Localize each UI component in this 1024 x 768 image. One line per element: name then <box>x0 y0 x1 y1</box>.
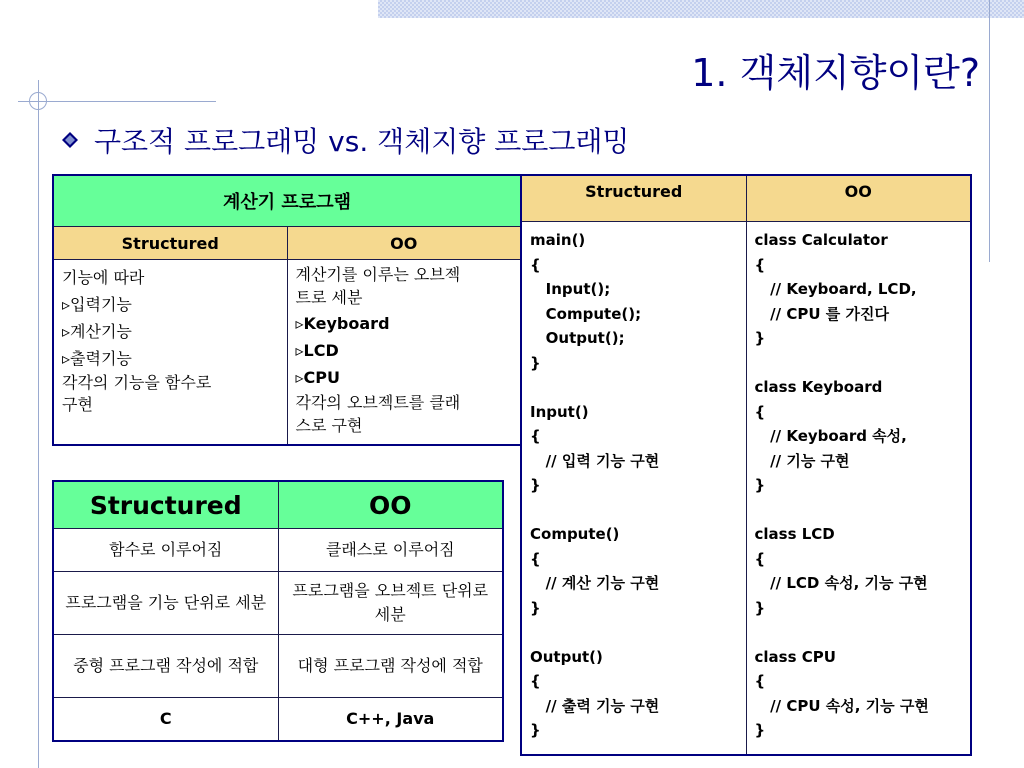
code-line: // LCD 속성, 기능 구현 <box>754 574 928 592</box>
decorative-vertical-line-left <box>38 80 39 768</box>
code-line: } <box>530 476 541 494</box>
slide-subtitle-row <box>62 120 629 160</box>
table2-cell: 함수로 이루어짐 <box>53 529 278 572</box>
table1-header: 계산기 프로그램 <box>53 175 521 227</box>
code-line: class CPU <box>754 647 836 666</box>
decorative-vertical-line <box>989 0 990 262</box>
table2-cell: C <box>53 698 278 742</box>
table1-oo-cell <box>287 260 521 446</box>
code-line: Compute(); <box>530 304 642 323</box>
text-line: ▹출력기능 <box>62 349 132 368</box>
table2-cell: 중형 프로그램 작성에 적합 <box>53 635 278 698</box>
table2-cell: 프로그램을 오브젝트 단위로 세분 <box>278 572 503 635</box>
table2-cell: 프로그램을 기능 단위로 세분 <box>53 572 278 635</box>
code-line: // 기능 구현 <box>754 451 850 470</box>
code-line: } <box>530 353 541 372</box>
code-line: Input() <box>530 402 589 421</box>
code-line: // CPU 를 가진다 <box>754 304 889 323</box>
text-line: 스로 구현 <box>295 416 363 435</box>
code-line <box>755 620 963 645</box>
code-line: { <box>754 672 766 690</box>
code-line: // 입력 기능 구현 <box>530 451 660 470</box>
code-line: } <box>530 598 541 617</box>
code-line: // 출력 기능 구현 <box>530 696 660 715</box>
table1-col-structured: Structured <box>53 227 287 260</box>
code-line <box>530 375 738 400</box>
code-line: // Keyboard, LCD, <box>754 280 917 298</box>
text-line: 기능에 따라 <box>62 268 145 287</box>
code-line: // 계산 기능 구현 <box>530 574 660 592</box>
code-line: Output() <box>530 647 603 666</box>
table3-col-structured: Structured <box>521 175 746 222</box>
code-line: { <box>530 427 541 445</box>
code-line: } <box>754 329 766 347</box>
code-line: Output(); <box>530 329 625 347</box>
code-line <box>755 351 963 376</box>
text-line: 각각의 기능을 함수로 <box>62 373 212 392</box>
code-line: { <box>754 402 766 421</box>
code-line: { <box>754 255 766 274</box>
code-line: main() <box>530 231 586 249</box>
structured-code-cell <box>521 222 746 756</box>
code-line: Compute() <box>530 525 620 543</box>
text-line: 각각의 오브젝트를 클래 <box>295 393 461 412</box>
comparison-table <box>52 480 504 742</box>
decorative-circle <box>29 92 47 110</box>
text-line: 트로 세분 <box>295 288 363 307</box>
slide-subtitle: 구조적 프로그래밍 vs. 객체지향 프로그래밍 <box>94 125 630 158</box>
table2-cell: 대형 프로그램 작성에 적합 <box>278 635 503 698</box>
oo-code-cell <box>746 222 971 756</box>
table2-col-oo: OO <box>278 481 503 529</box>
text-line: ▹입력기능 <box>62 295 132 314</box>
code-line: // CPU 속성, 기능 구현 <box>754 696 929 715</box>
code-line: Input(); <box>530 280 611 298</box>
table2-cell: 클래스로 이루어짐 <box>278 529 503 572</box>
table1-structured-cell <box>53 260 287 446</box>
text-line: ▹LCD <box>295 341 339 360</box>
code-line: { <box>754 549 766 568</box>
text-line: ▹Keyboard <box>295 314 390 333</box>
table2-col-structured: Structured <box>53 481 278 529</box>
decorative-top-band <box>378 0 1024 18</box>
diamond-bullet-icon <box>62 132 78 148</box>
slide-title: 1. 객체지향이란? <box>691 51 980 95</box>
text-line: 구현 <box>62 395 93 414</box>
table2-cell: C++, Java <box>278 698 503 742</box>
code-line <box>530 620 738 645</box>
code-line: // Keyboard 속성, <box>754 427 907 445</box>
text-line: ▹CPU <box>295 368 340 387</box>
code-line: class Keyboard <box>754 378 883 396</box>
code-line: } <box>754 598 766 617</box>
code-line: class Calculator <box>754 231 888 249</box>
decorative-horizontal-line <box>18 101 216 102</box>
table1-col-oo: OO <box>287 227 521 260</box>
code-line <box>755 498 963 523</box>
code-line: } <box>754 721 766 739</box>
text-line: 계산기를 이루는 오브젝 <box>295 265 461 284</box>
code-line: class LCD <box>754 525 835 543</box>
code-line: } <box>754 476 766 494</box>
code-comparison-table <box>520 174 972 756</box>
table3-col-oo: OO <box>746 175 971 222</box>
text-line: ▹계산기능 <box>62 322 132 341</box>
code-line: { <box>530 672 541 690</box>
calculator-program-table <box>52 174 522 446</box>
code-line <box>530 498 738 523</box>
code-line: { <box>530 255 541 274</box>
code-line: } <box>530 721 541 739</box>
code-line: { <box>530 549 541 568</box>
